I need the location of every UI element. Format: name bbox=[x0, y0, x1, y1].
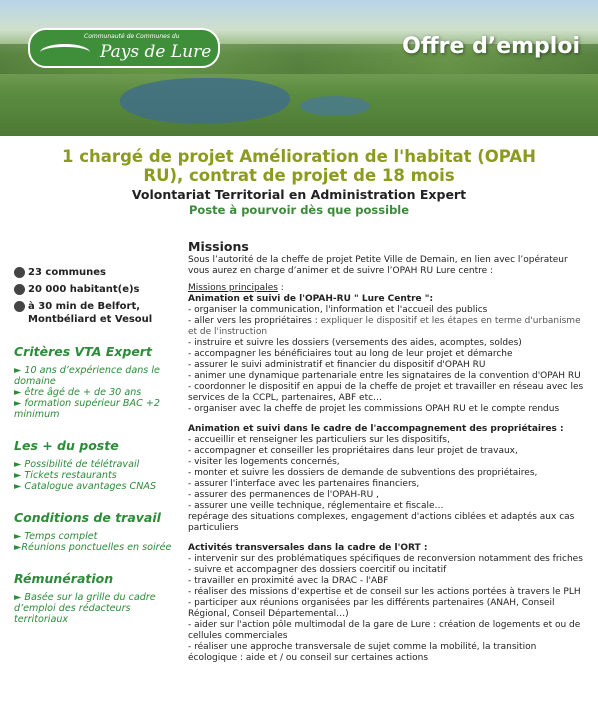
list-item: - travailler en proximité avec la DRAC - l'ABF bbox=[188, 576, 389, 586]
header-photo bbox=[0, 0, 598, 136]
stat-habitants bbox=[14, 283, 174, 296]
list-item: - réaliser des missions d'expertise et de conseil sur les actions portées à travers le PLH bbox=[188, 587, 581, 597]
clock-icon bbox=[14, 301, 25, 312]
list-item: - accueillir et renseigner les particuliers sur les dispositifs, bbox=[188, 435, 450, 445]
list-item: - monter et suivre les dossiers de demande de subventions des propriétaires, bbox=[188, 468, 538, 478]
missions-intro: Sous l’autorité de la cheffe de projet Petite Ville de Demain, en lien avec l’opérateur vous aurez en charge d’animer et de suivre l’OPAH RU Lure centre : bbox=[188, 255, 568, 276]
list-item: - réaliser une approche transversale de sujet comme la mobilité, la transition écologique : aide et / ou conseil sur certaines actions bbox=[188, 642, 537, 663]
job-title-block bbox=[0, 147, 598, 217]
logo-small-text: Communauté de Communes du bbox=[84, 33, 180, 40]
job-subtitle: Volontariat Territorial en Administration Expert bbox=[131, 187, 467, 202]
people-icon bbox=[14, 284, 25, 295]
logo-pays-de-lure bbox=[28, 28, 220, 68]
criteres-heading: Critères VTA Expert bbox=[14, 344, 152, 359]
stat-text: 20 000 habitant(e)s bbox=[28, 284, 140, 295]
list-item: - assurer l'interface avec les partenaires financiers, bbox=[188, 479, 420, 489]
list-item: ► 10 ans d’expérience dans le domaine bbox=[14, 365, 160, 387]
list-item: ► Catalogue avantages CNAS bbox=[14, 481, 157, 492]
list-item-text: - aller vers les propriétaires : bbox=[188, 316, 318, 326]
pond bbox=[300, 96, 370, 116]
remuneration-heading: Rémunération bbox=[14, 571, 114, 586]
list-item: ► Temps complet bbox=[14, 531, 98, 542]
list-item: - visiter les logements concernés, bbox=[188, 457, 340, 467]
stat-text: 23 communes bbox=[28, 267, 107, 278]
block1-title: Animation et suivi de l'OPAH-RU " Lure Centre ": bbox=[188, 294, 434, 304]
list-item: - assurer une veille technique, réglementaire et fiscale… bbox=[188, 501, 444, 511]
logo-big-text: Pays de Lure bbox=[100, 42, 212, 62]
job-title bbox=[0, 147, 598, 185]
list-item: - accompagner les bénéficiaires tout au long de leur projet et démarche bbox=[188, 349, 513, 359]
principales-label: Missions principales bbox=[188, 283, 278, 293]
list-item: ►Réunions ponctuelles en soirée bbox=[14, 542, 172, 553]
list-item: ► Tickets restaurants bbox=[14, 470, 117, 481]
block2-title: Animation et suivi dans le cadre de l'accompagnement des propriétaires : bbox=[188, 424, 564, 434]
house-icon bbox=[14, 267, 25, 278]
principales-colon: : bbox=[277, 283, 284, 293]
list-item: ► formation supérieur BAC +2 minimum bbox=[14, 398, 160, 420]
hill-icon bbox=[40, 44, 90, 61]
plus-heading: Les + du poste bbox=[14, 438, 119, 453]
stat-communes bbox=[14, 266, 174, 279]
stat-distance bbox=[14, 300, 174, 326]
list-item: - aider sur l'action pôle multimodal de la gare de Lure : création de logements et ou de cellules commerciales bbox=[188, 620, 581, 641]
lake bbox=[120, 78, 290, 124]
list-item: - intervenir sur des problématiques spécifiques de reconversion notamment des friches bbox=[188, 554, 583, 564]
list-item: - suivre et accompagner des dossiers coercitif ou incitatif bbox=[188, 565, 447, 575]
block3-title: Activités transversales dans la cadre de l'ORT : bbox=[188, 543, 428, 553]
list-item: ► Basée sur la grille du cadre d’emploi des rédacteurs territoriaux bbox=[14, 592, 156, 625]
job-title-line1: 1 chargé de projet Amélioration de l'habitat (OPAH bbox=[62, 147, 536, 166]
list-item: - participer aux réunions organisées par les différents partenaires (ANAH, Conseil Régional, Conseil Départemental…) bbox=[188, 598, 555, 619]
stat-text: à 30 min de Belfort, Montbéliard et Vesoul bbox=[28, 301, 153, 325]
list-item: - instruire et suivre les dossiers (versements des aides, acomptes, soldes) bbox=[188, 338, 522, 348]
list-item bbox=[188, 316, 584, 338]
missions-principales-label bbox=[188, 283, 584, 294]
offre-emploi-heading: Offre d’emploi bbox=[402, 34, 580, 59]
job-title-line2: RU), contrat de projet de 18 mois bbox=[143, 166, 455, 185]
missions-column bbox=[188, 240, 584, 664]
list-item: - organiser avec la cheffe de projet les commissions OPAH RU et le compte rendus bbox=[188, 404, 560, 414]
list-item: ► Possibilité de télétravail bbox=[14, 459, 140, 470]
availability: Poste à pourvoir dès que possible bbox=[188, 203, 410, 217]
list-item: ► être âgé de + de 30 ans bbox=[14, 387, 142, 398]
list-item: - assurer des permanences de l'OPAH-RU , bbox=[188, 490, 379, 500]
list-item: - organiser la communication, l'information et l'accueil des publics bbox=[188, 305, 488, 315]
missions-heading: Missions bbox=[188, 239, 249, 254]
list-item: repérage des situations complexes, engagement d'actions ciblées et adaptés aux cas particuliers bbox=[188, 512, 575, 533]
conditions-heading: Conditions de travail bbox=[14, 510, 161, 525]
list-item-extra: expliquer le dispositif et les étapes en terme d'urbanisme et de l'instruction bbox=[188, 316, 581, 337]
list-item: - accompagner et conseiller les propriétaires dans leur projet de travaux, bbox=[188, 446, 518, 456]
left-column bbox=[14, 266, 174, 625]
list-item: - coordonner le dispositif en appui de la cheffe de projet et travailler en réseau avec les services de la CCPL, partenaires, ABF etc… bbox=[188, 382, 584, 403]
list-item: - assurer le suivi administratif et financier du dispositif d'OPAH RU bbox=[188, 360, 486, 370]
list-item: - animer une dynamique partenariale entre les signataires de la convention d'OPAH RU bbox=[188, 371, 581, 381]
